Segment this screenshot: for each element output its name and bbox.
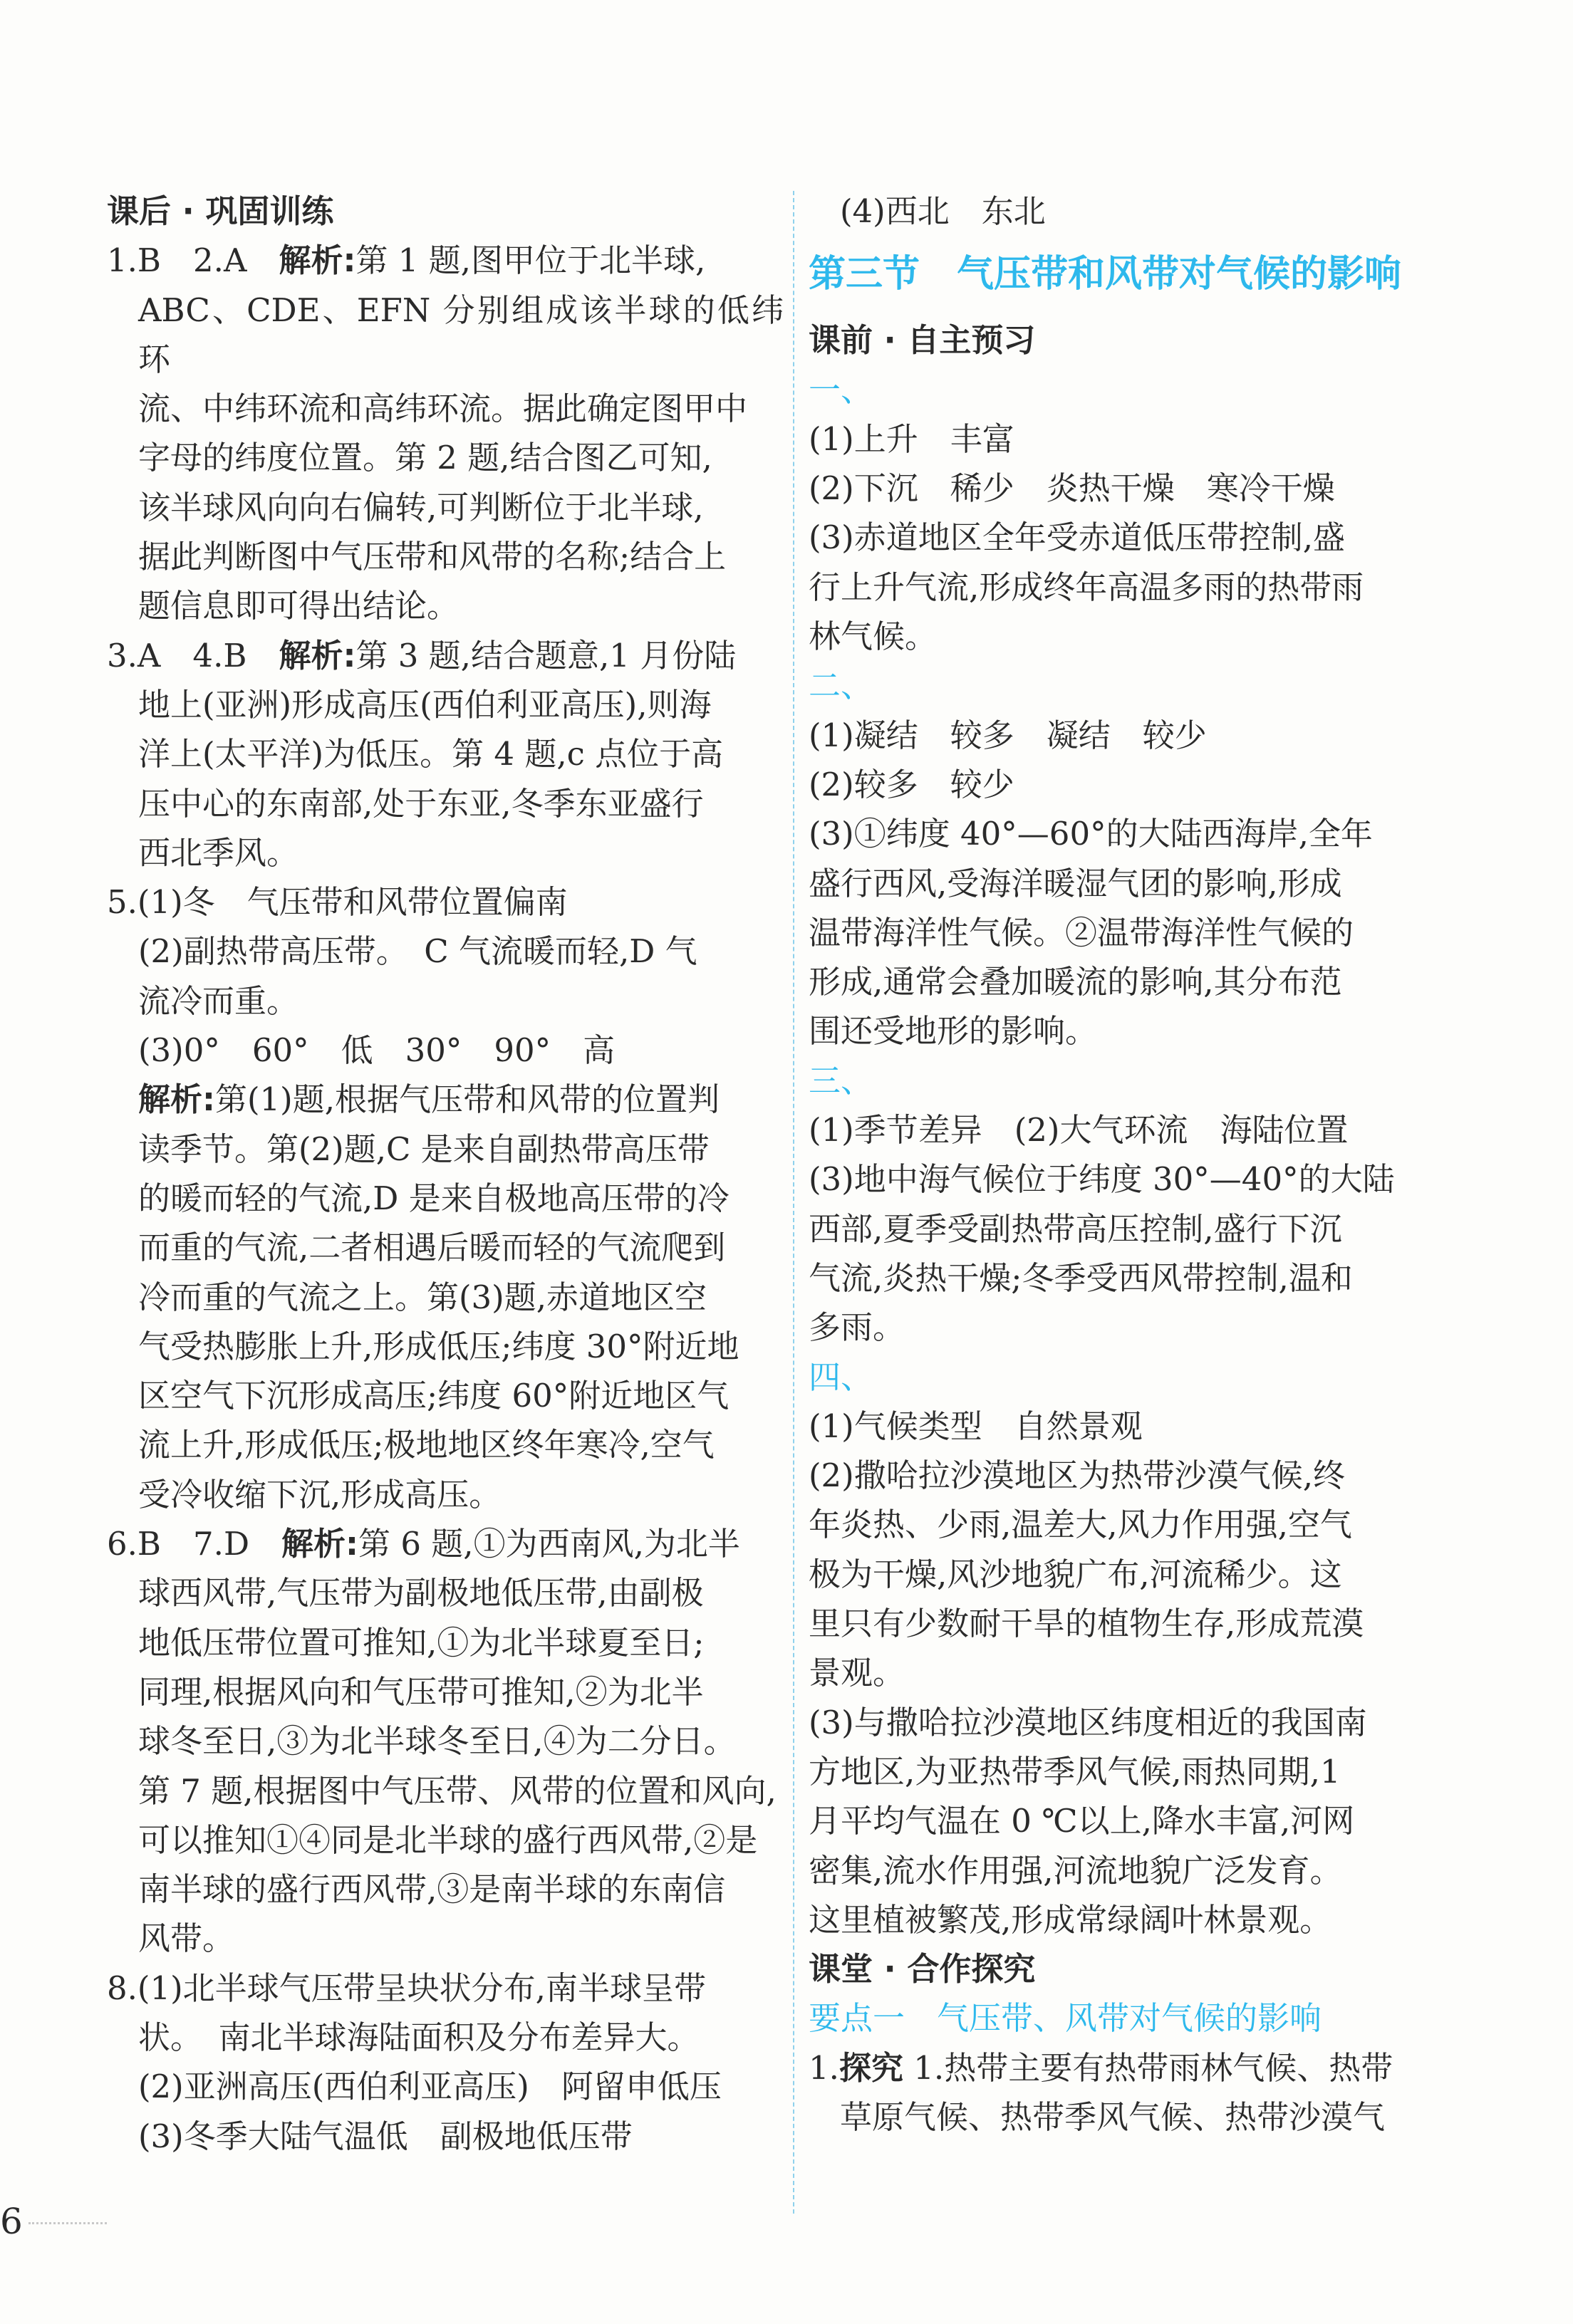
text-line: 草原气候、热带季风气候、热带沙漠气 bbox=[840, 2098, 1386, 2136]
text-line: 冷而重的气流之上。第(3)题,赤道地区空 bbox=[138, 1278, 707, 1316]
page-number: 6 bbox=[0, 2201, 23, 2242]
text-line: 洋上(太平洋)为低压。第 4 题,c 点位于高 bbox=[138, 735, 724, 773]
explore-label: 探究 bbox=[839, 2048, 903, 2087]
text-line: (2)较多 较少 bbox=[809, 765, 1014, 803]
item-number: 四、 bbox=[809, 1358, 873, 1396]
text-line: 地上(亚洲)形成高压(西伯利亚高压),则海 bbox=[138, 685, 712, 724]
section-heading-classroom: 课堂 · 合作探究 bbox=[809, 1950, 1036, 1989]
text-line: (1)气候类型 自然景观 bbox=[809, 1407, 1143, 1445]
text-line: 风带。 bbox=[138, 1919, 235, 1958]
text-line: 题信息即可得出结论。 bbox=[138, 587, 460, 625]
text-line: (3)地中海气候位于纬度 30°—40°的大陆 bbox=[809, 1160, 1395, 1199]
analysis-label: 解析: bbox=[279, 241, 356, 280]
answer-q8 bbox=[107, 1964, 784, 2161]
text-line: (1)上升 丰富 bbox=[809, 420, 1014, 458]
text-line: 而重的气流,二者相遇后暖而轻的气流爬到 bbox=[138, 1229, 726, 1267]
text-line: (4)西北 东北 bbox=[840, 192, 1046, 230]
text: 第(1)题,根据气压带和风带的位置判 bbox=[215, 1080, 720, 1119]
item-number: 三、 bbox=[809, 1061, 873, 1100]
text-line: 南半球的盛行西风带,③是南半球的东南信 bbox=[138, 1870, 726, 1909]
answers: 6.B 7.D bbox=[107, 1525, 282, 1563]
text-line: 这里植被繁茂,形成常绿阔叶林景观。 bbox=[809, 1900, 1332, 1939]
text-line: 行上升气流,形成终年高温多雨的热带雨 bbox=[809, 568, 1364, 606]
text-line: 多雨。 bbox=[809, 1308, 905, 1347]
item-number: 二、 bbox=[809, 667, 873, 705]
analysis-label: 解析: bbox=[279, 636, 356, 674]
text-line: 气流,炎热干燥;冬季受西风带控制,温和 bbox=[809, 1259, 1353, 1297]
text-line: 同理,根据风向和气压带可推知,②为北半 bbox=[138, 1672, 704, 1711]
answers: 1.B 2.A bbox=[107, 241, 279, 280]
analysis-label: 解析: bbox=[281, 1525, 359, 1563]
text-line: (2)撒哈拉沙漠地区为热带沙漠气候,终 bbox=[809, 1457, 1346, 1495]
section-heading-preview: 课前 · 自主预习 bbox=[809, 321, 1036, 360]
text-line: 球冬至日,③为北半球冬至日,④为二分日。 bbox=[138, 1722, 736, 1761]
text-line: 西北季风。 bbox=[138, 833, 299, 872]
text-line: 温带海洋性气候。②温带海洋性气候的 bbox=[809, 913, 1354, 952]
text-line: 压中心的东南部,处于东亚,冬季东亚盛行 bbox=[138, 784, 704, 823]
item-number: 一、 bbox=[809, 370, 873, 409]
text-line: 据此判断图中气压带和风带的名称;结合上 bbox=[138, 538, 727, 576]
text-line: ABC、CDE、EFN 分别组成该半球的低纬环 bbox=[138, 291, 784, 378]
item-number: 1. bbox=[809, 2048, 839, 2087]
text-line: 流、中纬环流和高纬环流。据此确定图甲中 bbox=[138, 390, 748, 428]
section-title: 第三节 气压带和风带对气候的影响 bbox=[809, 253, 1402, 296]
text-line: 5.(1)冬 气压带和风带位置偏南 bbox=[107, 883, 568, 922]
analysis-label: 解析: bbox=[138, 1080, 215, 1119]
key-point-heading: 要点一 气压带、风带对气候的影响 bbox=[809, 1999, 1322, 2038]
text-line: 球西风带,气压带为副极地低压带,由副极 bbox=[138, 1574, 704, 1612]
text: 第 6 题,①为西南风,为北半 bbox=[358, 1525, 740, 1563]
text-line: 读季节。第(2)题,C 是来自副热带高压带 bbox=[138, 1130, 710, 1168]
text-line: 月平均气温在 0 ℃以上,降水丰富,河网 bbox=[809, 1802, 1355, 1840]
answer-q1-2 bbox=[107, 236, 784, 630]
answer-q6-7 bbox=[107, 1519, 784, 1964]
text-line: 字母的纬度位置。第 2 题,结合图乙可知, bbox=[138, 439, 712, 477]
text-line: 极为干燥,风沙地貌广布,河流稀少。这 bbox=[809, 1555, 1342, 1593]
text-line: 围还受地形的影响。 bbox=[809, 1012, 1098, 1051]
text-line: (3)与撒哈拉沙漠地区纬度相近的我国南 bbox=[809, 1703, 1367, 1741]
answers: 3.A 4.B bbox=[107, 636, 279, 674]
text-line: 盛行西风,受海洋暖湿气团的影响,形成 bbox=[809, 864, 1342, 902]
text-line: 第 7 题,根据图中气压带、风带的位置和风向, bbox=[138, 1771, 777, 1810]
text-line: 该半球风向向右偏转,可判断位于北半球, bbox=[138, 488, 704, 526]
text-line: (2)下沉 稀少 炎热干燥 寒冷干燥 bbox=[809, 469, 1335, 508]
text-line: (3)冬季大陆气温低 副极地低压带 bbox=[138, 2117, 633, 2155]
right-column bbox=[809, 187, 1418, 2142]
text: 第 1 题,图甲位于北半球, bbox=[355, 241, 706, 280]
text-line: (1)凝结 较多 凝结 较少 bbox=[809, 716, 1207, 754]
text-line: 8.(1)北半球气压带呈块状分布,南半球呈带 bbox=[107, 1969, 706, 2007]
text-line: (3)0° 60° 低 30° 90° 高 bbox=[138, 1031, 616, 1070]
text: 1.热带主要有热带雨林气候、热带 bbox=[903, 2048, 1393, 2087]
text: 第 3 题,结合题意,1 月份陆 bbox=[355, 636, 737, 674]
text-line: (3)①纬度 40°—60°的大陆西海岸,全年 bbox=[809, 815, 1373, 853]
text-line: 区空气下沉形成高压;纬度 60°附近地区气 bbox=[138, 1377, 730, 1415]
page-number-decoration bbox=[28, 2222, 107, 2224]
text-line: 受冷收缩下沉,形成高压。 bbox=[138, 1475, 502, 1513]
text-line: (1)季节差异 (2)大气环流 海陆位置 bbox=[809, 1111, 1349, 1150]
text-line: 方地区,为亚热带季风气候,雨热同期,1 bbox=[809, 1752, 1341, 1791]
text-line: 可以推知①④同是北半球的盛行西风带,②是 bbox=[138, 1820, 758, 1859]
text-line: (2)副热带高压带。 C 气流暖而轻,D 气 bbox=[138, 932, 697, 971]
text-line: 形成,通常会叠加暖流的影响,其分布范 bbox=[809, 963, 1342, 1001]
text-line: 西部,夏季受副热带高压控制,盛行下沉 bbox=[809, 1209, 1342, 1248]
column-divider bbox=[793, 191, 794, 2214]
text-line: (3)赤道地区全年受赤道低压带控制,盛 bbox=[809, 519, 1346, 557]
text-line: 流上升,形成低压;极地地区终年寒冷,空气 bbox=[138, 1426, 715, 1464]
text-line: 状。 南北半球海陆面积及分布差异大。 bbox=[138, 2018, 700, 2056]
text-line: 气受热膨胀上升,形成低压;纬度 30°附近地 bbox=[138, 1327, 739, 1365]
left-column bbox=[107, 187, 784, 2161]
text-line: 里只有少数耐干旱的植物生存,形成荒漠 bbox=[809, 1605, 1364, 1643]
text-line: 地低压带位置可推知,①为北半球夏至日; bbox=[138, 1623, 705, 1662]
text-line: 流冷而重。 bbox=[138, 981, 299, 1020]
text-line: 年炎热、少雨,温差大,风力作用强,空气 bbox=[809, 1506, 1352, 1544]
answer-q5 bbox=[107, 877, 784, 1519]
text-line: 密集,流水作用强,河流地貌广泛发育。 bbox=[809, 1851, 1342, 1890]
text-line: (2)亚洲高压(西伯利亚高压) 阿留申低压 bbox=[138, 2068, 722, 2106]
text-line: 的暖而轻的气流,D 是来自极地高压带的冷 bbox=[138, 1179, 730, 1217]
text-line: 林气候。 bbox=[809, 618, 938, 656]
answer-q3-4 bbox=[107, 631, 784, 877]
section-heading-after-class: 课后 · 巩固训练 bbox=[107, 192, 334, 230]
text-line: 景观。 bbox=[809, 1654, 905, 1692]
